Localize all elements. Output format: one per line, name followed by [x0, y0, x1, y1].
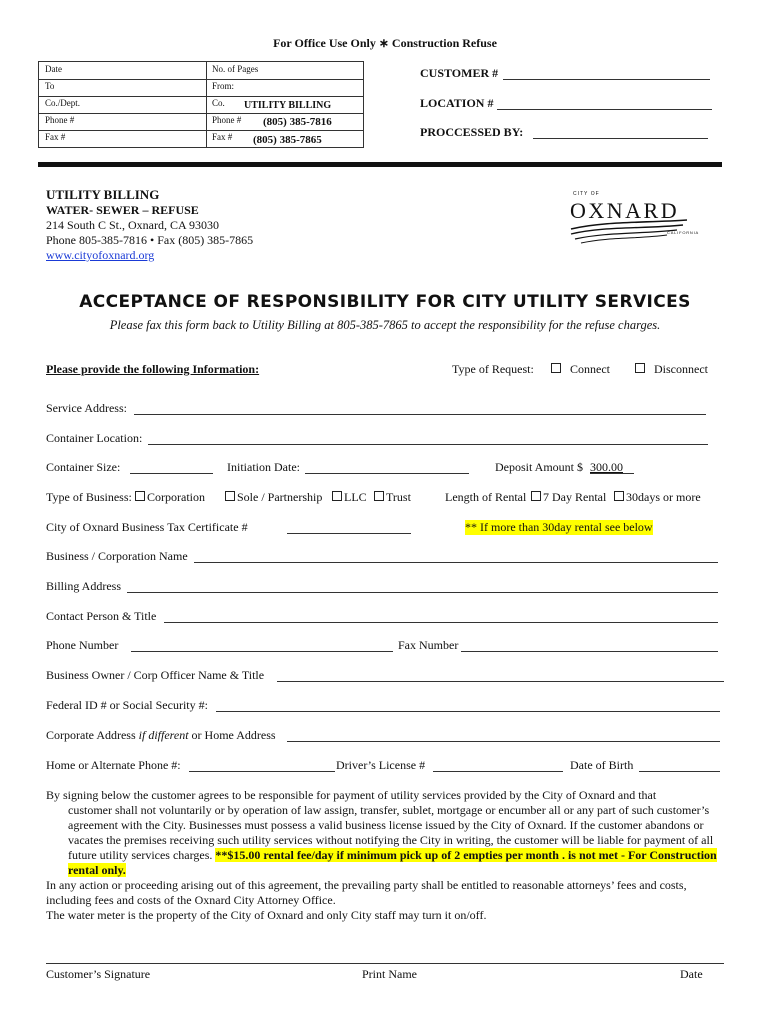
- business-name-label: Business / Corporation Name: [46, 549, 188, 563]
- container-size-label: Container Size:: [46, 460, 121, 474]
- owner-field[interactable]: [277, 681, 724, 682]
- license-field[interactable]: [433, 771, 563, 772]
- container-size-field[interactable]: [130, 473, 213, 474]
- fax-label-pages: No. of Pages: [212, 64, 259, 74]
- llc-checkbox[interactable]: [332, 491, 342, 501]
- connect-option[interactable]: [548, 362, 610, 377]
- deposit-amount-value: 300.00: [590, 460, 623, 474]
- customer-number-label: CUSTOMER #: [420, 66, 499, 80]
- llc-label: LLC: [344, 490, 367, 504]
- corp-address-label-a: Corporate Address: [46, 728, 136, 742]
- logo-name: OXNARD: [570, 198, 680, 223]
- billing-address-field[interactable]: [127, 592, 718, 593]
- office-use-title: For Office Use Only ∗ Construction Refuse: [273, 36, 497, 50]
- trust-checkbox[interactable]: [374, 491, 384, 501]
- corporation-checkbox[interactable]: [135, 491, 145, 501]
- print-name-label: Print Name: [362, 967, 417, 981]
- form-title: ACCEPTANCE OF RESPONSIBILITY FOR CITY UTILITY SERVICES: [79, 292, 691, 312]
- rental-7-label: 7 Day Rental: [543, 490, 607, 504]
- rental-length-label: Length of Rental: [445, 490, 527, 504]
- fax-label-dept: Co./Dept.: [45, 98, 80, 108]
- logo-tag: CALIFORNIA: [667, 230, 700, 235]
- federal-id-label: Federal ID # or Social Security #:: [46, 698, 208, 712]
- fax-number-label: Fax Number: [398, 638, 459, 652]
- business-type-label: Type of Business:: [46, 490, 132, 504]
- fax-label-from: From:: [212, 81, 235, 91]
- alt-phone-label: Home or Alternate Phone #:: [46, 758, 181, 772]
- location-number-line[interactable]: [497, 109, 712, 110]
- corporation-option[interactable]: [132, 490, 205, 505]
- initiation-date-label: Initiation Date:: [227, 460, 300, 474]
- deposit-amount-field[interactable]: [590, 473, 634, 474]
- sole-option[interactable]: [222, 490, 322, 505]
- service-address-field[interactable]: [134, 414, 706, 415]
- water-meter-paragraph: The water meter is the property of the City of Oxnard and only City staff may turn it on/off.: [46, 908, 487, 922]
- agreement-body: [46, 803, 726, 878]
- disconnect-option[interactable]: [632, 362, 708, 377]
- fax-row: [39, 130, 363, 147]
- disconnect-checkbox[interactable]: [635, 363, 645, 373]
- phone-field[interactable]: [131, 651, 393, 652]
- rental-7-checkbox[interactable]: [531, 491, 541, 501]
- corp-address-label: [46, 728, 276, 743]
- contact-field[interactable]: [164, 622, 718, 623]
- logo-city-of: CITY OF: [573, 191, 600, 197]
- processed-by-label: PROCCESSED BY:: [420, 125, 524, 139]
- dob-label: Date of Birth: [570, 758, 634, 772]
- license-label: Driver’s License #: [336, 758, 426, 772]
- fax-value-fax: (805) 385-7865: [253, 134, 322, 146]
- customer-number-line[interactable]: [503, 79, 710, 80]
- owner-label: Business Owner / Corp Officer Name & Title: [46, 668, 265, 682]
- location-number-label: LOCATION #: [420, 96, 494, 110]
- corp-address-field[interactable]: [287, 741, 720, 742]
- rental-30-label: 30days or more: [626, 490, 701, 504]
- dob-field[interactable]: [639, 771, 720, 772]
- agreement-body-text: customer shall not voluntarily or by operation of law assign, transfer, sublet, mortgage or encumber all or any part of such customer’s agreement with the City. Businesses must possess a valid business license issued by the City of Oxnard. If the customer abandons or vacates the premises receiving such utility services without notifying the City in writing, the customer will be liable for payment of all future utility services charges.: [68, 803, 714, 862]
- dept-phone: Phone 805-385-7816 • Fax (805) 385-7865: [46, 233, 254, 247]
- customer-signature-label: Customer’s Signature: [46, 967, 151, 981]
- fax-label-to: To: [45, 81, 55, 91]
- sole-checkbox[interactable]: [225, 491, 235, 501]
- dept-services: WATER- SEWER – REFUSE: [46, 203, 199, 217]
- service-address-label: Service Address:: [46, 401, 127, 415]
- fax-value-co: UTILITY BILLING: [244, 100, 332, 111]
- form-subtitle: Please fax this form back to Utility Billing at 805-385-7865 to accept the responsibility for the refuse charges.: [109, 318, 661, 332]
- contact-label: Contact Person & Title: [46, 609, 157, 623]
- business-name-field[interactable]: [194, 562, 718, 563]
- corporation-label: Corporation: [147, 490, 205, 504]
- fax-row: [39, 79, 363, 97]
- date-label: Date: [680, 967, 703, 981]
- phone-label: Phone Number: [46, 638, 119, 652]
- trust-option[interactable]: [371, 490, 411, 505]
- fax-value-phone: (805) 385-7816: [263, 116, 332, 128]
- fax-label-phone: Phone #: [45, 115, 75, 125]
- connect-label: Connect: [570, 362, 610, 376]
- billing-address-label: Billing Address: [46, 579, 122, 593]
- deposit-amount-label: Deposit Amount $: [495, 460, 584, 474]
- tax-cert-label: City of Oxnard Business Tax Certificate #: [46, 520, 248, 534]
- corp-address-label-c: or Home Address: [191, 728, 276, 742]
- rental-note: ** If more than 30day rental see below: [465, 520, 653, 534]
- initiation-date-field[interactable]: [305, 473, 469, 474]
- trust-label: Trust: [386, 490, 411, 504]
- rental-fee-warning: **$15.00 rental fee/day if minimum pick up of 2 empties per month . is not met - For Construction rental only.: [68, 848, 717, 877]
- tax-cert-field[interactable]: [287, 533, 411, 534]
- processed-by-line[interactable]: [533, 138, 708, 139]
- sole-label: Sole / Partnership: [237, 490, 323, 504]
- header-divider: [38, 162, 722, 167]
- attorney-fees-paragraph: In any action or proceeding arising out of this agreement, the prevailing party shall be entitled to reasonable attorneys’ fees and costs, including fees and costs of the Oxnard City Attorney Office.: [46, 878, 687, 907]
- rental-30-option[interactable]: [611, 490, 701, 505]
- fax-label-date: Date: [45, 64, 62, 74]
- rental-7-option[interactable]: [528, 490, 606, 505]
- corp-address-label-b: if different: [138, 728, 189, 742]
- fax-row: [39, 96, 363, 114]
- dept-address: 214 South C St., Oxnard, CA 93030: [46, 218, 220, 232]
- fax-cover-box: [38, 61, 364, 148]
- dept-name: UTILITY BILLING: [46, 187, 160, 202]
- llc-option[interactable]: [329, 490, 367, 505]
- info-heading: Please provide the following Information:: [46, 362, 260, 376]
- agreement-first-line: By signing below the customer agrees to be responsible for payment of utility services provided by the City of Oxnard and that: [46, 788, 657, 802]
- fax-row: [39, 62, 363, 80]
- connect-checkbox[interactable]: [551, 363, 561, 373]
- container-location-field[interactable]: [148, 444, 708, 445]
- container-location-label: Container Location:: [46, 431, 143, 445]
- disconnect-label: Disconnect: [654, 362, 708, 376]
- fax-label-fax-right: Fax #: [212, 132, 233, 142]
- rental-30-checkbox[interactable]: [614, 491, 624, 501]
- request-type-label: Type of Request:: [452, 362, 534, 376]
- signature-line[interactable]: [46, 963, 724, 964]
- fax-label-phone-right: Phone #: [212, 115, 242, 125]
- fax-row: [39, 113, 363, 131]
- website-link[interactable]: www.cityofoxnard.org: [46, 248, 155, 262]
- oxnard-logo: [565, 187, 715, 247]
- fax-label-fax: Fax #: [45, 132, 66, 142]
- alt-phone-field[interactable]: [189, 771, 335, 772]
- agreement-paragraph: [46, 788, 726, 878]
- federal-id-field[interactable]: [216, 711, 720, 712]
- fax-number-field[interactable]: [461, 651, 718, 652]
- oxnard-logo-graphic: [565, 187, 715, 247]
- fax-label-co: Co.: [212, 98, 225, 108]
